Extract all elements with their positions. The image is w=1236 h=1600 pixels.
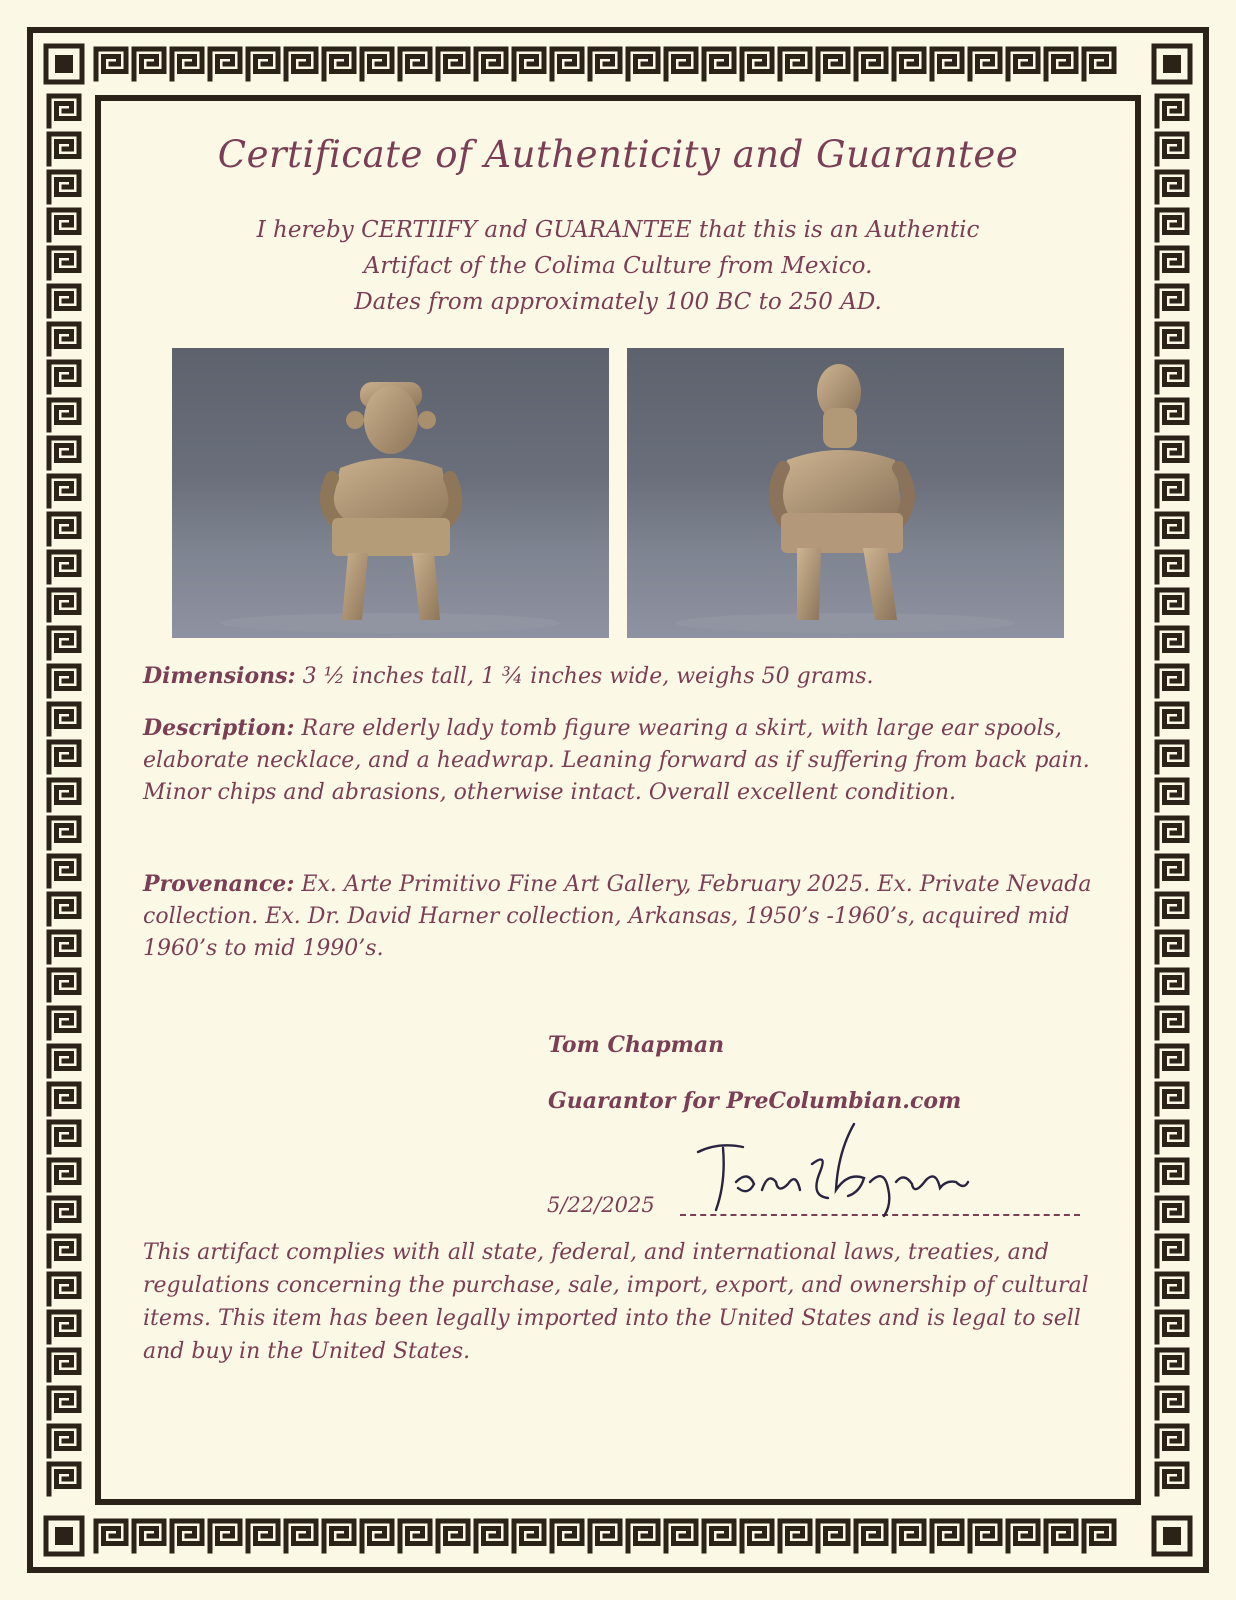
figurine-back-photo xyxy=(627,348,1064,638)
guarantor-title: Guarantor for PreColumbian.com xyxy=(548,1088,962,1114)
dimensions-text: 3 ½ inches tall, 1 ¾ inches wide, weighs 50 grams. xyxy=(302,664,874,689)
intro-line-2: Artifact of the Colima Culture from Mexico. xyxy=(363,253,873,279)
certificate-title: Certificate of Authenticity and Guarantee xyxy=(217,133,1019,176)
description-paragraph xyxy=(143,712,1093,809)
description-text: Rare elderly lady tomb figure wearing a skirt, with large ear spools, elaborate necklace, and a headwrap. Leaning forward as if suffering from back pain. Minor chips and abrasions, otherwise intact. Overall excellent condition. xyxy=(143,716,1090,805)
provenance-paragraph xyxy=(143,868,1093,965)
figurine-front-photo xyxy=(172,348,609,638)
intro-line-1: I hereby CERTIIFY and GUARANTEE that this is an Authentic xyxy=(256,217,980,243)
guarantor-name: Tom Chapman xyxy=(548,1032,725,1058)
intro-line-3: Dates from approximately 100 BC to 250 AD. xyxy=(354,289,882,315)
provenance-label: Provenance: xyxy=(143,871,295,897)
signature-date: 5/22/2025 xyxy=(547,1193,655,1217)
handwritten-signature xyxy=(688,1112,988,1222)
provenance-text: Ex. Arte Primitivo Fine Art Gallery, February 2025. Ex. Private Nevada collection. Ex. Dr. David Harner collection, Arkansas, 1950’s -1960’s, acquired mid 1960’s to mid 1990’s. xyxy=(143,872,1092,961)
dimensions-paragraph xyxy=(143,660,1093,693)
dimensions-label: Dimensions: xyxy=(143,663,296,689)
certificate-intro xyxy=(120,212,1116,320)
compliance-statement: This artifact complies with all state, federal, and international laws, treaties, and regulations concerning the purchase, sale, import, export, and ownership of cultural items. This item has been legally imported into the United States and is legal to sell and buy in the United States. xyxy=(143,1240,1089,1364)
description-label: Description: xyxy=(143,715,295,741)
